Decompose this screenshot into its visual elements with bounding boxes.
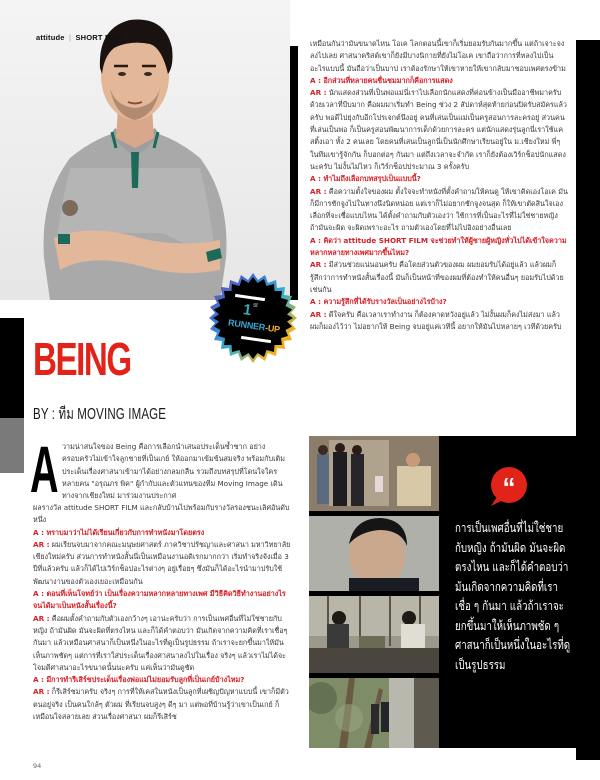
answer-label: AR : bbox=[310, 309, 327, 319]
answer-label: AR : bbox=[310, 260, 327, 270]
badge-rule-top bbox=[235, 294, 265, 301]
section-brand: attitude bbox=[36, 33, 65, 42]
interview-answer bbox=[310, 186, 568, 235]
answer-text: ก็รีเสิร์ชมาครับ จริงๆ การที่ให้เคสในหนังเป็นลูกที่เผชิญปัญหาแบบนี้ เขาก็มีตัวตนอยู่จริง เป็นคนใกล้ๆ ตัวผม ที่เรียนจบสูงๆ ดีๆ มา แต่พอที่บ้านรู้ว่าเขาเป็นเกย์ ก็เหมือนใจสลายเลย ส่วนเรื่องศาสนา ผมก็รีเสิร์ช bbox=[33, 687, 289, 722]
badge-rule-bottom bbox=[241, 336, 271, 343]
interview-question: A : คิดว่า attitude SHORT FILM จะช่วยทำให้ผู้ชายผู้หญิงทั่วไปได้เข้าใจความหลากหลายทางเพศมากขึ้นไหม? bbox=[310, 235, 567, 258]
interview-answer bbox=[33, 613, 291, 674]
interview-answer bbox=[33, 539, 291, 588]
film-still-boy-closeup bbox=[309, 516, 439, 591]
right-text-column bbox=[300, 38, 576, 438]
film-still-outdoor-scene bbox=[309, 678, 439, 748]
answer-label: AR : bbox=[310, 186, 327, 196]
answer-text: คือความตั้งใจของผม ตั้งใจจะทำหนังที่ตั้งคำถามให้คนดู ให้เขาคิดเองโอเค มันก็มีการชักจูงไปในทางนึงนิดหน่อย แต่เราก็ไม่อยากชักจูงจนสุด ก็ให้เขาตัดสินใจเอง เลือกที่จะเชื่อแบบไหน ได้ตั้งคำถามกับตัวเองว่า ใช้การที่เป็นอะไรที่ไม่ใช่ชายหญิง ถ้ามันจะผิด จะผิดเพราะอะไร ถามตัวเองโดยที่ไม่ไปอิงอย่างอื่นเลย bbox=[310, 186, 568, 233]
pull-quote-block bbox=[439, 436, 576, 748]
left-text-column bbox=[33, 502, 291, 723]
answer-label: AR : bbox=[33, 687, 50, 697]
interview-question: A : ทำไมถึงเลือกบทสรุปเป็นแบบนี้? bbox=[310, 174, 421, 184]
answer-text: นักแสดงส่วนที่เป็นพ่อแม่นี่เราไปเลือกนักแสดงที่ค่อนข้างเป็นมืออาชีพมาครับ ด้วยเวลาที่บีบมาก คือผมมาเริ่มทำ Being ช่วง 2 สัปดาห์สุดท้ายก่อนปิดรับสมัครแล้วครับ พอดีไปยุ่งกับอีกโปรเจกต์นึงอยู่ คนที่เล่นเป็นแม่เป็นครูสอนการละครอยู่ ส่วนคนที่เล่นเป็นพ่อ ก็เป็นครูสอนพัฒนาการเด็กด้วยการละคร แต่นักแสดงรุ่นลูกนี่เราใช้แคสติ้งเอา ทั้ง 2 คนเลย โดยคนที่เล่นเป็นลูกนี่เป็นนักศึกษาเรียนอยู่ใน ม.เชียงใหม่ พี่ๆ ในทีมเขารู้จักกัน ก็บอกต่อๆ กันมา แต่ถึงเวลาจะจำกัด เราก็ยังต้องเวิร์กช็อปนักแสดงนะครับ ไม่งั้นไม่ไหว ก็เวิร์กช็อปประมาณ 3 ครั้งครับ bbox=[310, 88, 567, 171]
badge-rank-suffix: st bbox=[252, 302, 259, 309]
answer-text: คือผมตั้งคำถามกับตัวเองกว้างๆ เอาน่ะครับว่า การเป็นเพศอื่นที่ไม่ใช่ชายกับหญิง ถ้ามันผิด มันจะผิดที่ตรงไหน และก็ได้คำตอบว่า มันเกิดจากความคิดที่เราเชื่อๆ กันมา แล้วเหมือนศาสนาก็เป็นหนึ่งในอะไรที่ดูเป็นรูปธรรม ถ้าเราจะยกขึ้นมาให้มันเห็นภาพชัดๆ แต่การที่เราใส่ประเด็นเรื่องศาสนาลงไปในเรื่อง จริงๆ แล้วเราไม่ได้จะโจมตีศาสนาอะไรขนาดนั้นนะครับ แค่เห็นว่ามันดูชัด bbox=[33, 613, 288, 672]
section-header bbox=[36, 33, 123, 42]
film-stills-strip bbox=[309, 436, 439, 748]
interview-answer bbox=[310, 87, 568, 173]
article-byline: BY : ทีม MOVING IMAGE bbox=[33, 406, 167, 423]
badge-rank bbox=[242, 301, 258, 320]
black-divider-bar bbox=[290, 46, 298, 300]
article-paragraph: ผลรางวัล attitude SHORT FILM และกลับบ้านไปพร้อมกับรางวัลรองชนะเลิศอันดับหนึ่ง bbox=[33, 503, 290, 525]
article-paragraph: เหมือนกันว่ามันขนาดไหน โอเค โลกตอนนี้เขาก็เริ่มยอมรับกันมากขึ้น แต่ถ้าเจาะจงลงไปเลย ศาสนาคริสต์เขาก็ยังมีบางนิกายที่ยังไม่โอเค เขาถือว่าการที่หลงไปเป็นอะไรแบบนี้ มันถือว่าเป็นบาป เราต้องรักษาให้เขาหายให้เขากลับมาชอบเพศตรงข้าม bbox=[310, 39, 566, 73]
runner-up-badge bbox=[207, 272, 299, 364]
page-number: 94 bbox=[33, 762, 42, 770]
answer-label: AR : bbox=[33, 539, 50, 549]
black-edge-bar bbox=[576, 40, 600, 760]
interview-answer bbox=[310, 259, 568, 296]
interview-answer bbox=[33, 686, 291, 723]
pull-quote-text: การเป็นเพศอื่นที่ไม่ใช่ชายกับหญิง ถ้ามันผิด มันจะผิดตรงไหน และก็ได้คำตอบว่า มันเกิดจากความคิดที่เราเชื่อ ๆ กันมา แล้วถ้าเราจะยกขึ้นมาให้เห็นภาพชัด ๆ ศาสนาก็เป็นหนึ่งในอะไรที่ดูเป็นรูปธรรม bbox=[455, 520, 571, 672]
interview-question: A : ทราบมาว่าไม่ได้เรียนเกี่ยวกับการทำหนังมาโดยตรง bbox=[33, 527, 205, 537]
badge-rank-number: 1 bbox=[241, 301, 253, 320]
interview-answer bbox=[310, 309, 568, 334]
badge-label-up: -UP bbox=[264, 322, 281, 335]
film-still-table-scene bbox=[309, 596, 439, 673]
drop-cap: A bbox=[30, 432, 59, 506]
interview-question: A : อีกส่วนที่หลายคนชื่นชมมากก็คือการแสดง bbox=[310, 75, 453, 85]
gray-side-bar bbox=[0, 418, 24, 473]
interview-question: A : ความรู้สึกที่ได้รับรางวัลเป็นอย่างไรบ้าง? bbox=[310, 297, 447, 307]
speech-bubble-quote-icon bbox=[485, 466, 529, 510]
section-name: SHORT FILM bbox=[75, 33, 124, 42]
article-title: BEING bbox=[33, 333, 131, 385]
badge-label-runner: RUNNER bbox=[227, 317, 266, 333]
answer-label: AR : bbox=[33, 613, 50, 623]
badge-content bbox=[207, 272, 299, 364]
answer-text: ดีใจครับ คือเวลาเราทำงาน ก็ต้องคาดหวังอยู่แล้ว ไม่งั้นผมก็คงไม่ส่งมา แล้วผมก็มองไว้ว่า ไม่อยากให้ Being จบอยู่แค่เวทีนี้ อยากให้มันไปหลายๆ เวทีด้วยครับ bbox=[310, 309, 562, 331]
section-separator: | bbox=[68, 33, 72, 42]
director-portrait-image bbox=[30, 8, 240, 300]
answer-text: ผมเรียนจบมาจากคณะมนุษยศาสตร์ ภาควิชาปรัชญาและศาสนา มหาวิทยาลัยเชียงใหม่ครับ ส่วนการทำหนังสั้นนี่เป็นเหมือนงานอดิเรกมากกว่า เริ่มทำจริงจังเมื่อ 3 ปีที่แล้วครับ แล้วก็ได้ไปเวิร์กช็อปอะไรต่างๆ อยู่เรื่อยๆ ซึ่งมันก็ได้อะไรนำมาปรับใช้พัฒนางานของตัวเองเยอะเหมือนกัน bbox=[33, 539, 291, 586]
article-intro: วามน่าสนใจของ Being คือการเลือกนำเสนอประเด็นซ้ำซาก อย่างครอบครัวไม่เข้าใจลูกชายที่เป็นเกย์ ให้ออกมาเข้มข้นสมจริง พร้อมกับเติมประเด็นเรื่องศาสนาเข้ามาได้อย่างกลมกลืน รวมถึงบทสรุปที่โดนใจใครหลายคน "อรุณภร พิค" ผู้กำกับและตัวแทนของทีม Moving Image เดินทางจากเชียงใหม่ มาร่วมงานประกาศ bbox=[62, 442, 285, 501]
svg-text:“: “ bbox=[502, 472, 516, 502]
interview-question: A : ตอนที่เห็นโจทย์ว่า เป็นเรื่องความหลากหลายทางเพศ มีวิธีคิดวิธีทำงานอย่างไรจนได้มาเป็นหนังสั้นเรื่องนี้? bbox=[33, 589, 286, 611]
portrait-photo bbox=[0, 0, 290, 300]
film-still-family-scene bbox=[309, 436, 439, 511]
interview-question: A : มีการทำรีเสิร์ชประเด็นเรื่องพ่อแม่ไม่ยอมรับลูกที่เป็นเกย์บ้างไหม? bbox=[33, 675, 245, 685]
answer-text: มีส่วนช่วยแน่นอนครับ คือโดยส่วนตัวของผม ผมยอมรับได้อยู่แล้ว แล้วผมก็รู้สึกว่าการทำหนังสั้นเรื่องนี้ มันก็เป็นหน้าที่ของผมที่ต้องทำให้คนอื่นๆ ยอมรับไปด้วยเช่นกัน bbox=[310, 260, 564, 294]
answer-label: AR : bbox=[310, 88, 327, 98]
